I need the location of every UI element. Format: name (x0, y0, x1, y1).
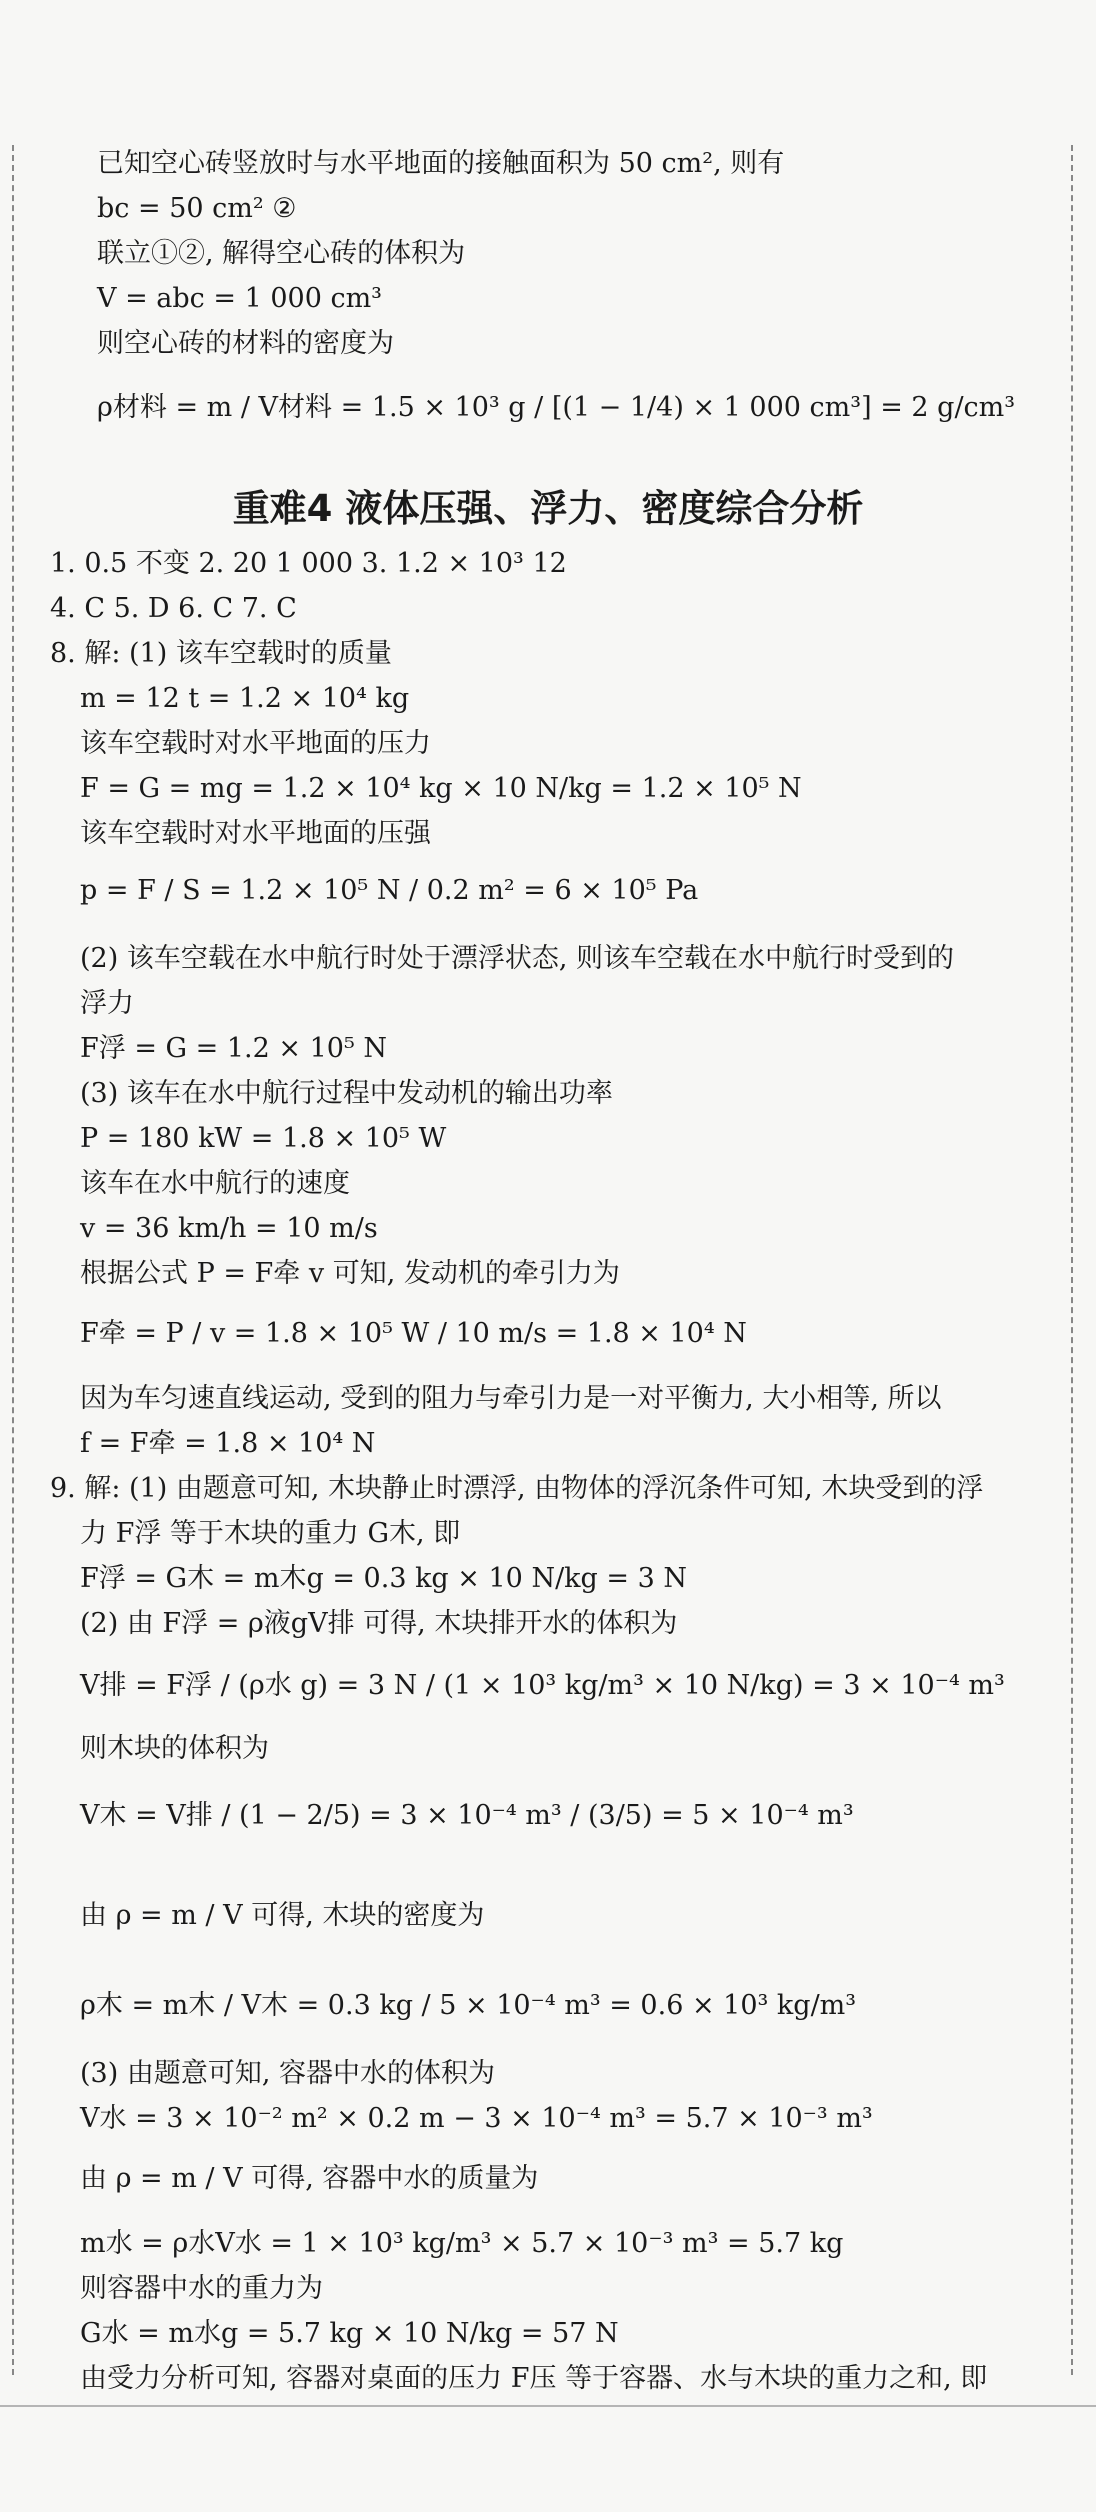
text-line: (3) 由题意可知, 容器中水的体积为 (80, 2058, 495, 2089)
text-line: F浮 = G木 = m木g = 0.3 kg × 10 N/kg = 3 N (80, 1563, 687, 1594)
text-line: F牵 = P / v = 1.8 × 10⁵ W / 10 m/s = 1.8 × 10⁴ N (80, 1318, 747, 1349)
text-line: 由 ρ = m / V 可得, 木块的密度为 (80, 1900, 485, 1931)
text-line: 则木块的体积为 (80, 1733, 269, 1764)
text-line: G水 = m水g = 5.7 kg × 10 N/kg = 57 N (80, 2318, 619, 2349)
text-line: 4. C 5. D 6. C 7. C (50, 593, 297, 624)
text-line: V排 = F浮 / (ρ水 g) = 3 N / (1 × 10³ kg/m³ × 10 N/kg) = 3 × 10⁻⁴ m³ (80, 1670, 1005, 1701)
text-line: m水 = ρ水V水 = 1 × 10³ kg/m³ × 5.7 × 10⁻³ m³ = 5.7 kg (80, 2228, 844, 2259)
text-line: 已知空心砖竖放时与水平地面的接触面积为 50 cm², 则有 (97, 148, 785, 179)
text-line: P = 180 kW = 1.8 × 10⁵ W (80, 1123, 447, 1154)
text-line: 该车空载时对水平地面的压力 (80, 728, 431, 759)
text-line: 则空心砖的材料的密度为 (97, 328, 394, 359)
text-line: 8. 解: (1) 该车空载时的质量 (50, 638, 392, 669)
text-line: V木 = V排 / (1 − 2/5) = 3 × 10⁻⁴ m³ / (3/5) = 5 × 10⁻⁴ m³ (80, 1800, 854, 1831)
text-line: f = F牵 = 1.8 × 10⁴ N (80, 1428, 376, 1459)
text-line: 该车空载时对水平地面的压强 (80, 818, 431, 849)
text-line: ρ木 = m木 / V木 = 0.3 kg / 5 × 10⁻⁴ m³ = 0.6 × 10³ kg/m³ (80, 1990, 857, 2021)
text-line: 浮力 (80, 988, 134, 1019)
text-line: v = 36 km/h = 10 m/s (80, 1213, 378, 1244)
text-line: F浮 = G = 1.2 × 10⁵ N (80, 1033, 387, 1064)
text-line: F = G = mg = 1.2 × 10⁴ kg × 10 N/kg = 1.2 × 10⁵ N (80, 773, 802, 804)
text-line: V水 = 3 × 10⁻² m² × 0.2 m − 3 × 10⁻⁴ m³ = 5.7 × 10⁻³ m³ (80, 2103, 873, 2134)
text-line: (2) 该车空载在水中航行时处于漂浮状态, 则该车空载在水中航行时受到的 (80, 943, 954, 974)
text-line: bc = 50 cm² ② (97, 193, 297, 224)
text-line: 则容器中水的重力为 (80, 2273, 323, 2304)
bottom-divider (0, 2405, 1096, 2407)
text-line: 由 ρ = m / V 可得, 容器中水的质量为 (80, 2163, 539, 2194)
text-line: 该车在水中航行的速度 (80, 1168, 350, 1199)
text-line: p = F / S = 1.2 × 10⁵ N / 0.2 m² = 6 × 10⁵ Pa (80, 875, 699, 906)
text-line: (3) 该车在水中航行过程中发动机的输出功率 (80, 1078, 613, 1109)
text-line: 由受力分析可知, 容器对桌面的压力 F压 等于容器、水与木块的重力之和, 即 (80, 2363, 988, 2394)
text-line: 力 F浮 等于木块的重力 G木, 即 (80, 1518, 461, 1549)
text-line: 联立①②, 解得空心砖的体积为 (97, 238, 466, 269)
text-line: 因为车匀速直线运动, 受到的阻力与牵引力是一对平衡力, 大小相等, 所以 (80, 1383, 942, 1414)
text-line: m = 12 t = 1.2 × 10⁴ kg (80, 683, 410, 714)
text-line: 9. 解: (1) 由题意可知, 木块静止时漂浮, 由物体的浮沉条件可知, 木块受到的浮 (50, 1473, 984, 1504)
text-line: 根据公式 P = F牵 v 可知, 发动机的牵引力为 (80, 1258, 620, 1289)
text-line: V = abc = 1 000 cm³ (97, 283, 383, 314)
text-line: ρ材料 = m / V材料 = 1.5 × 10³ g / [(1 − 1/4) × 1 000 cm³] = 2 g/cm³ (97, 392, 1016, 423)
text-line: 1. 0.5 不变 2. 20 1 000 3. 1.2 × 10³ 12 (50, 548, 567, 579)
text-line: (2) 由 F浮 = ρ液gV排 可得, 木块排开水的体积为 (80, 1608, 678, 1639)
section-title: 重难4 液体压强、浮力、密度综合分析 (232, 487, 864, 530)
